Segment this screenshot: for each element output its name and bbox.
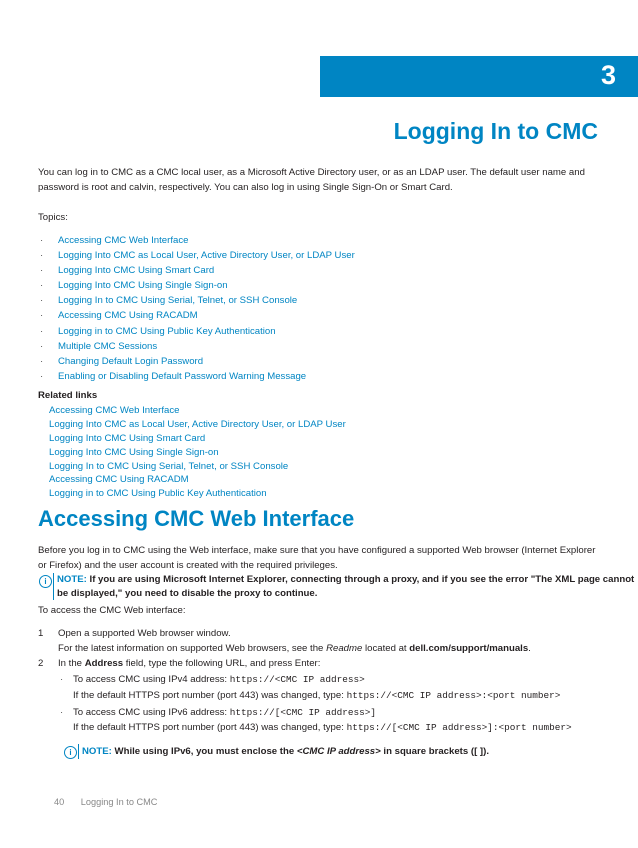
note-label: NOTE: (57, 574, 87, 585)
related-links-heading: Related links (38, 390, 98, 401)
address-field-label: Address (84, 658, 124, 669)
ipv4-port-url: https://<CMC IP address>:<port number> (346, 690, 561, 701)
step-2-text-a: In the (58, 658, 83, 669)
note-text: If you are using Microsoft Internet Explorer, connecting through a proxy, and if you see the error "The XML page cannot (89, 574, 635, 585)
related-link[interactable]: Logging Into CMC Using Smart Card (49, 432, 206, 444)
related-link[interactable]: Logging Into CMC Using Single Sign-on (49, 446, 219, 458)
note-proxy (57, 573, 635, 601)
step-2-text-b: field, type the following URL, and press Enter: (125, 658, 321, 669)
related-link[interactable]: Logging Into CMC as Local User, Active Directory User, or LDAP User (49, 418, 346, 430)
section-paragraph: Before you log in to CMC using the Web interface, make sure that you have configured a supported Web browser (Internet Explorer or Firefox) and the user account is created with the required privileges. (38, 545, 596, 571)
bullet-icon: · (40, 355, 44, 367)
sub-text-end: . (528, 643, 531, 654)
related-links-list (49, 404, 346, 501)
topic-link[interactable]: Multiple CMC Sessions (58, 340, 158, 352)
info-icon: i (39, 575, 52, 588)
topic-link[interactable]: Accessing CMC Using RACADM (58, 310, 198, 322)
sub-text: located at (365, 643, 407, 654)
list-item (38, 263, 355, 278)
related-link[interactable]: Accessing CMC Web Interface (49, 405, 180, 416)
topic-link[interactable]: Logging Into CMC Using Smart Card (58, 265, 215, 277)
readme-doc: Readme (326, 643, 363, 654)
page-number: 40 (54, 797, 65, 807)
bullet-icon: · (40, 250, 44, 262)
bullet-icon: · (40, 370, 44, 382)
topic-link[interactable]: Changing Default Login Password (58, 355, 204, 367)
bullet-icon: · (40, 340, 44, 352)
topics-label: Topics: (38, 212, 68, 223)
list-item (38, 339, 355, 354)
ipv6-port-url: https://[<CMC IP address>]:<port number> (346, 722, 572, 733)
ipv6-port-text: If the default HTTPS port number (port 443) was changed, type: (73, 722, 344, 733)
list-item (38, 278, 355, 293)
bullet-icon: · (40, 295, 44, 307)
note-text: While using IPv6, you must enclose the (114, 746, 295, 757)
bullet-icon: · (40, 280, 44, 292)
ipv6-url: https://[<CMC IP address>] (229, 707, 377, 718)
chapter-number: 3 (600, 60, 616, 90)
list-item (38, 233, 355, 248)
list-item (38, 324, 355, 339)
step-1-text: Open a supported Web browser window. (58, 628, 231, 639)
ipv6-text: To access CMC using IPv6 address: (73, 707, 228, 718)
topic-link[interactable]: Enabling or Disabling Default Password Warning Message (58, 370, 307, 382)
bullet-icon: · (40, 325, 44, 337)
chapter-band (320, 56, 638, 97)
related-link[interactable]: Accessing CMC Using RACADM (49, 474, 189, 486)
step-number: 2 (38, 658, 44, 669)
note-emphasis: <CMC IP address> (296, 746, 381, 757)
ipv4-text: To access CMC using IPv4 address: (73, 674, 228, 685)
topic-link[interactable]: Logging Into CMC as Local User, Active Directory User, or LDAP User (58, 250, 355, 262)
section-title: Accessing CMC Web Interface (38, 506, 355, 531)
topic-link[interactable]: Logging in to CMC Using Public Key Authentication (58, 325, 276, 337)
sub-text: For the latest information on supported Web browsers, see the (58, 643, 324, 654)
related-link[interactable]: Logging In to CMC Using Serial, Telnet, or SSH Console (49, 460, 289, 472)
note-label: NOTE: (82, 746, 112, 757)
note-ipv6 (82, 745, 489, 759)
bullet-icon: · (40, 265, 44, 277)
note-divider (78, 744, 79, 759)
topic-link[interactable]: Logging Into CMC Using Single Sign-on (58, 280, 228, 292)
list-item (38, 369, 355, 384)
note-text: in square brackets ([ ]). (383, 746, 489, 757)
intro-paragraph: You can log in to CMC as a CMC local user, as a Microsoft Active Directory user, or as an LDAP user. The default user name and password is root and calvin, respectively. You can also log in using Single Sign-On or Smart Card. (38, 167, 585, 193)
support-link[interactable]: dell.com/support/manuals (409, 643, 529, 654)
ipv6-port-line (73, 721, 572, 735)
access-intro: To access the CMC Web interface: (38, 605, 186, 616)
info-icon: i (64, 746, 77, 759)
topic-link[interactable]: Accessing CMC Web Interface (58, 235, 189, 246)
list-item (38, 248, 355, 263)
bullet-icon: · (60, 707, 64, 718)
note-divider (53, 573, 54, 600)
bullet-icon: · (60, 674, 64, 685)
step-1-subtext (58, 642, 531, 656)
chapter-title: Logging In to CMC (393, 118, 598, 144)
topic-link[interactable]: Logging In to CMC Using Serial, Telnet, or SSH Console (58, 295, 298, 307)
ipv4-url: https://<CMC IP address> (229, 674, 365, 685)
topics-list (38, 233, 355, 384)
step-2-text (58, 657, 320, 671)
ipv4-port-line (73, 689, 560, 703)
ipv4-port-text: If the default HTTPS port number (port 443) was changed, type: (73, 690, 344, 701)
ipv4-line (73, 673, 365, 687)
page-footer (54, 797, 171, 807)
note-text-cont: be displayed," you need to disable the proxy to continue. (57, 587, 318, 599)
list-item (38, 293, 355, 308)
ipv6-line (73, 706, 376, 720)
list-item (38, 308, 355, 323)
step-number: 1 (38, 628, 44, 639)
list-item (38, 354, 355, 369)
related-link[interactable]: Logging in to CMC Using Public Key Authentication (49, 488, 267, 500)
bullet-icon: · (40, 310, 44, 322)
bullet-icon: · (40, 235, 44, 246)
footer-title: Logging In to CMC (80, 797, 158, 807)
